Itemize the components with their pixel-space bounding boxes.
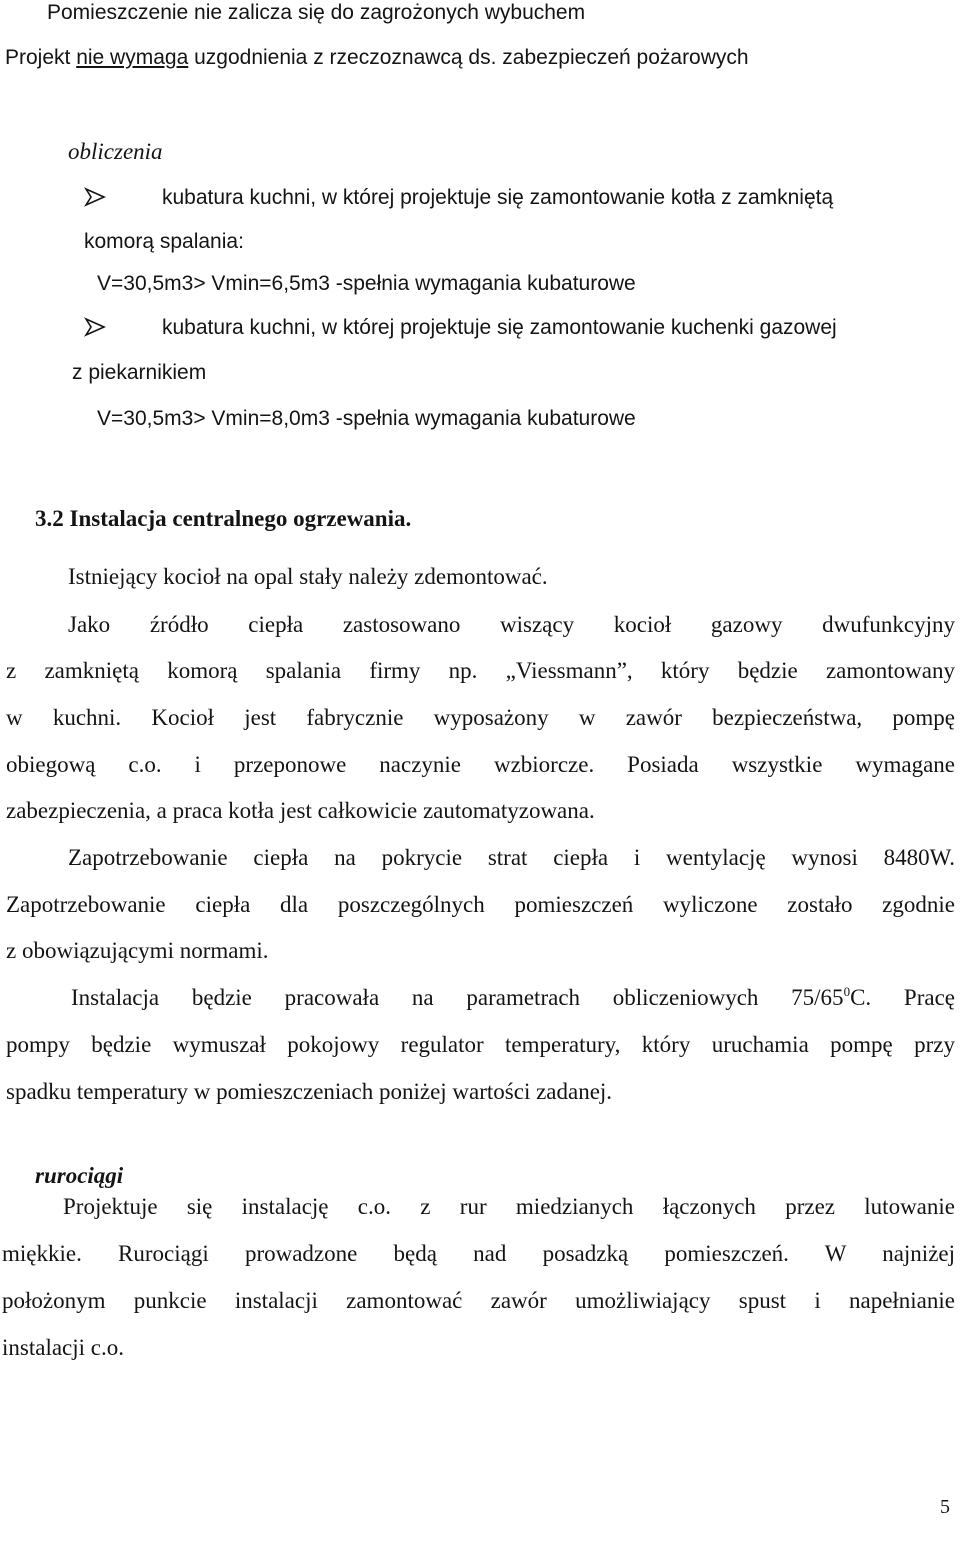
section-p4-line-2: pompy będzie wymuszał pokojowy regulator temperatury, który uruchamia pompę przy	[6, 1032, 955, 1057]
section-p2-line-4: obiegową c.o. i przeponowe naczynie wzbiorcze. Posiada wszystkie wymagane	[6, 752, 955, 777]
obliczenia-item-1-line-1: kubatura kuchni, w której projektuje się zamontowanie kotła z zamkniętą	[162, 186, 834, 209]
arrowhead-bullet-icon	[84, 186, 106, 208]
obliczenia-item-2-line-2: z piekarnikiem	[72, 361, 207, 384]
section-p2-line-1: Jako źródło ciepła zastosowano wiszący kocioł gazowy dwufunkcyjny	[68, 612, 955, 637]
intro-line-1: Pomieszczenie nie zalicza się do zagrożonych wybuchem	[47, 1, 586, 24]
rurociagi-line-3: położonym punkcie instalacji zamontować zawór umożliwiający spust i napełnianie	[2, 1288, 955, 1313]
section-p4-line-1	[71, 985, 955, 1011]
intro-line-2-underlined: nie wymaga	[76, 46, 189, 69]
intro-line-2-before: Projekt	[5, 46, 77, 69]
rurociagi-line-1: Projektuje się instalację c.o. z rur miedzianych łączonych przez lutowanie	[63, 1194, 955, 1219]
section-p1: Istniejący kocioł na opal stały należy zdemontować.	[68, 564, 548, 589]
section-p3-line-3: z obowiązującymi normami.	[6, 938, 269, 963]
obliczenia-item-1-calc: V=30,5m3> Vmin=6,5m3 -spełnia wymagania kubaturowe	[97, 272, 636, 295]
section-p4-line-3: spadku temperatury w pomieszczeniach poniżej wartości zadanej.	[6, 1079, 613, 1104]
obliczenia-heading: obliczenia	[68, 139, 163, 164]
obliczenia-item-2-line-1: kubatura kuchni, w której projektuje się zamontowanie kuchenki gazowej	[162, 316, 837, 339]
section-p4-line-1-after: C. Pracę	[850, 985, 955, 1010]
rurociagi-line-2: miękkie. Rurociągi prowadzone będą nad posadzką pomieszczeń. W najniżej	[2, 1241, 955, 1266]
obliczenia-item-2-calc: V=30,5m3> Vmin=8,0m3 -spełnia wymagania kubaturowe	[97, 407, 636, 430]
page-number: 5	[940, 1496, 950, 1518]
section-p2-line-5: zabezpieczenia, a praca kotła jest całkowicie zautomatyzowana.	[6, 798, 595, 823]
section-p2-line-2: z zamkniętą komorą spalania firmy np. „Viessmann”, który będzie zamontowany	[6, 658, 955, 683]
section-heading: 3.2 Instalacja centralnego ogrzewania.	[35, 506, 412, 531]
intro-line-2-after: uzgodnienia z rzeczoznawcą ds. zabezpieczeń pożarowych	[188, 46, 749, 69]
section-p2-line-3: w kuchni. Kocioł jest fabrycznie wyposażony w zawór bezpieczeństwa, pompę	[6, 705, 955, 730]
degree-superscript: 0	[843, 984, 851, 999]
section-p4-line-1-before: Instalacja będzie pracowała na parametrach obliczeniowych 75/65	[71, 985, 844, 1010]
rurociagi-heading: rurociągi	[35, 1163, 124, 1188]
intro-line-2	[5, 45, 749, 71]
section-p3-line-1: Zapotrzebowanie ciepła na pokrycie strat ciepła i wentylację wynosi 8480W.	[68, 845, 955, 870]
arrowhead-bullet-icon	[84, 316, 106, 338]
section-p3-line-2: Zapotrzebowanie ciepła dla poszczególnych pomieszczeń wyliczone zostało zgodnie	[6, 892, 955, 917]
rurociagi-line-4: instalacji c.o.	[2, 1335, 124, 1360]
obliczenia-item-1-line-2: komorą spalania:	[84, 230, 244, 253]
